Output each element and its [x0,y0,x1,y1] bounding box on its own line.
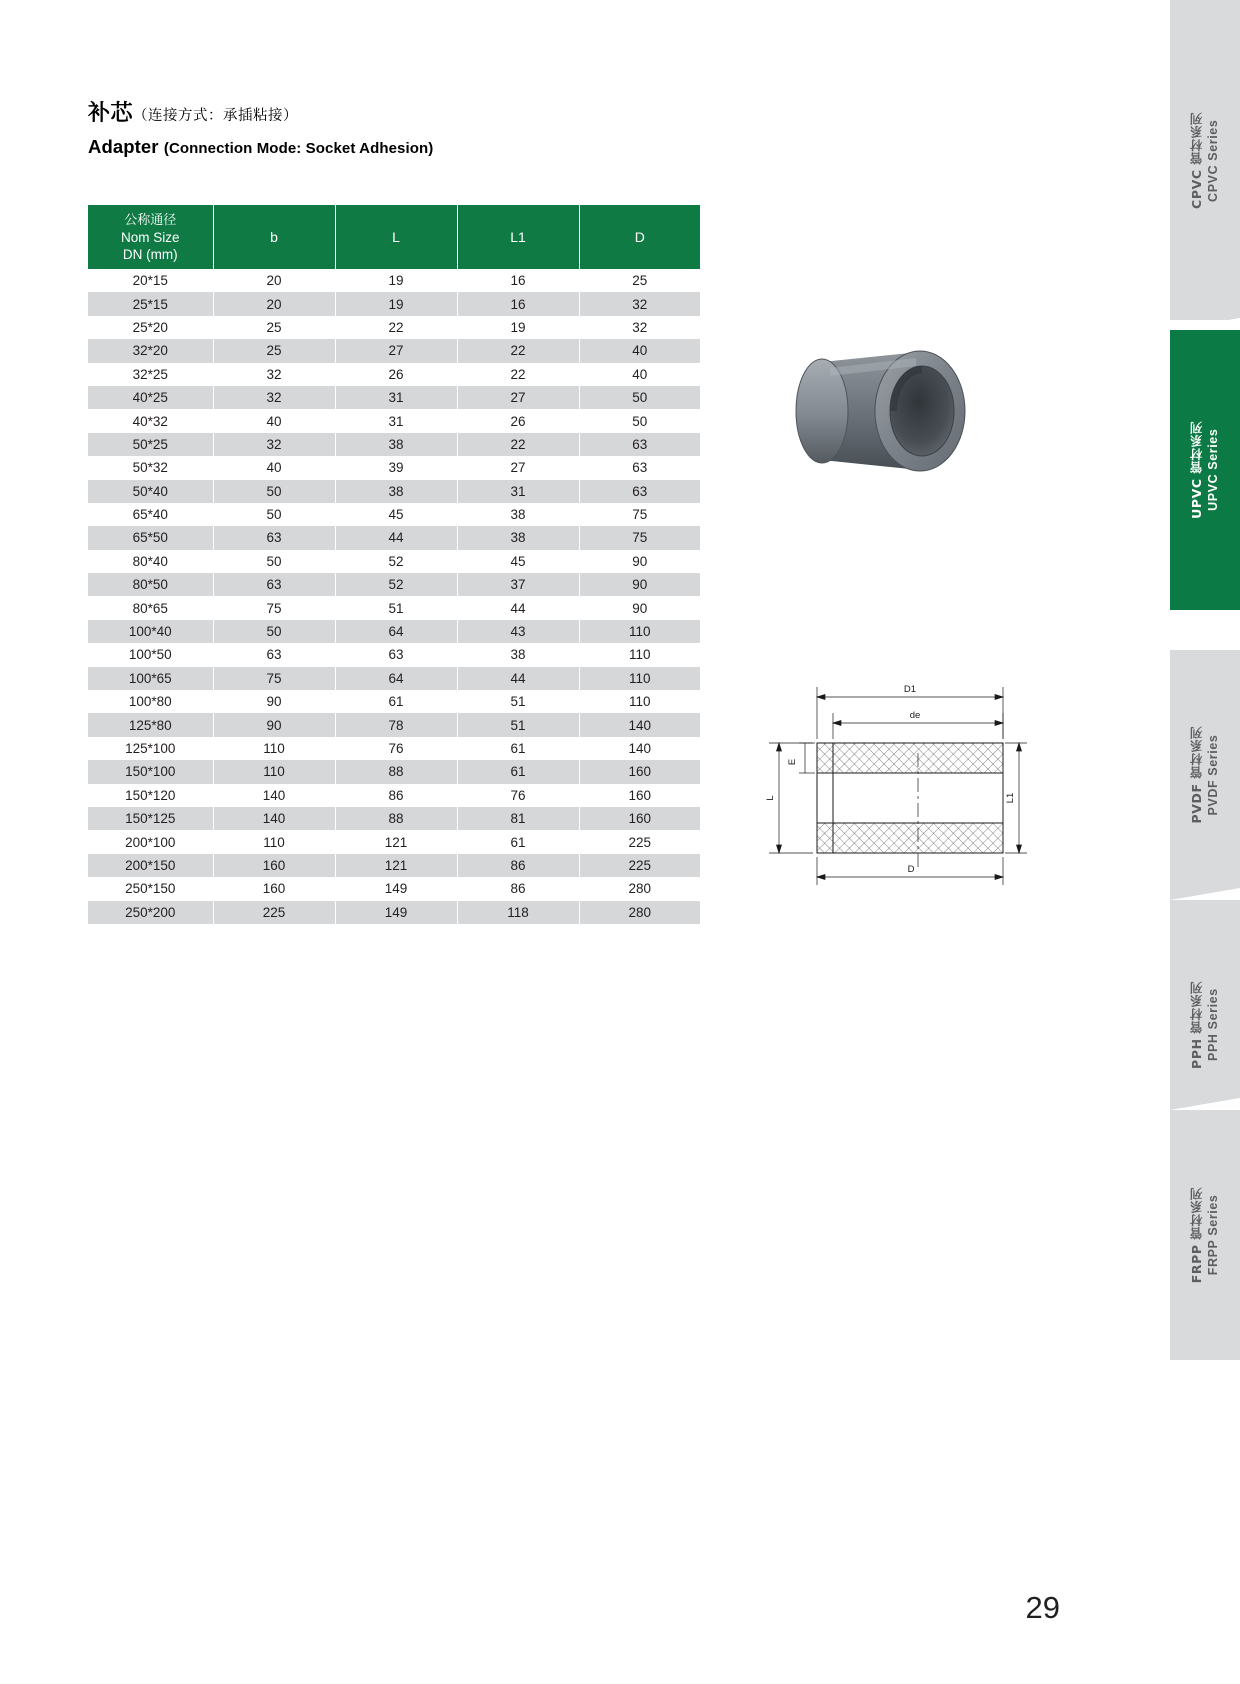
table-cell: 40 [213,456,335,479]
table-cell: 76 [457,784,579,807]
table-cell: 25 [213,316,335,339]
table-cell: 20 [213,269,335,292]
table-row [88,456,700,479]
table-cell: 75 [213,667,335,690]
table-cell: 78 [335,713,457,736]
table-cell: 121 [335,830,457,853]
column-header-l: L [335,205,457,269]
table-cell: 80*50 [88,573,213,596]
table-cell: 38 [335,480,457,503]
table-row [88,830,700,853]
table-cell: 86 [457,854,579,877]
table-cell: 51 [457,713,579,736]
title-chinese [88,96,433,127]
adapter-dimension-drawing [755,665,1035,900]
table-row [88,339,700,362]
table-cell: 25 [213,339,335,362]
table-cell: 140 [213,807,335,830]
table-cell: 50 [632,390,648,406]
table-cell: 32 [632,319,648,335]
table-cell: 280 [628,904,652,920]
table-cell: 40 [632,343,648,359]
table-row [88,713,700,736]
table-row [88,550,700,573]
table-cell: 81 [457,807,579,830]
table-cell: 140 [628,741,652,756]
table-cell: 27 [457,456,579,479]
table-cell: 25*15 [88,292,213,315]
table-cell: 51 [457,690,579,713]
table-cell: 65*40 [88,503,213,526]
table-cell: 22 [335,316,457,339]
table-cell: 121 [335,854,457,877]
table-row [88,877,700,900]
table-row [88,760,700,783]
table-row [88,620,700,643]
table-cell: 63 [632,460,648,476]
table-cell: 160 [213,854,335,877]
table-cell: 160 [628,787,652,803]
table-row [88,784,700,807]
table-cell: 80*40 [88,550,213,573]
table-cell: 64 [335,667,457,690]
side-tab-label-en: PPH Series [1206,988,1220,1062]
table-cell: 27 [457,386,579,409]
table-cell: 140 [628,717,652,733]
table-row [88,480,700,503]
table-header-row [88,205,700,269]
table-row [88,573,700,596]
table-cell: 16 [457,269,579,292]
table-cell: 110 [213,760,335,783]
table-cell: 110 [628,647,651,663]
table-cell: 86 [335,784,457,807]
table-cell: 22 [457,363,579,386]
title-english-sub: (Connection Mode: Socket Adhesion) [163,140,434,157]
table-cell: 19 [457,316,579,339]
drawing-label-de: de [909,710,921,721]
table-cell: 61 [457,830,579,853]
title-chinese-sub: （连接方式：承插粘接） [133,108,299,124]
table-cell: 100*65 [88,667,213,690]
table-cell: 43 [457,620,579,643]
table-cell: 38 [335,433,457,456]
drawing-label-l: L [765,795,776,801]
title-english-main: Adapter [88,136,159,157]
table-cell: 90 [213,690,335,713]
side-tab-label-cn: CPVC 管材系列 [1189,111,1204,209]
column-header-l1: L1 [457,205,579,269]
table-cell: 20*15 [88,269,213,292]
table-cell: 26 [335,363,457,386]
table-row [88,854,700,877]
table-cell: 110 [628,624,651,640]
table-cell: 110 [628,670,651,686]
table-cell: 90 [632,600,648,616]
table-cell: 125*100 [88,737,213,760]
table-cell: 90 [632,577,648,593]
table-cell: 64 [335,620,457,643]
table-cell: 200*150 [88,854,213,877]
table-cell: 140 [213,784,335,807]
table-cell: 44 [457,667,579,690]
table-row [88,596,700,619]
table-cell: 160 [628,764,652,780]
technical-drawing [755,665,1035,900]
table-cell: 90 [213,713,335,736]
table-cell: 88 [335,807,457,830]
table-cell: 40*32 [88,409,213,432]
table-cell: 19 [335,292,457,315]
table-cell: 75 [632,507,648,523]
table-cell: 200*100 [88,830,213,853]
table-row [88,526,700,549]
table-cell: 75 [632,530,648,546]
table-cell: 61 [457,737,579,760]
side-tab-label-en: PVDF Series [1206,734,1220,816]
table-row [88,737,700,760]
table-cell: 80*65 [88,596,213,619]
table-cell: 22 [457,339,579,362]
table-cell: 40 [213,409,335,432]
table-cell: 40 [632,366,648,382]
side-tab-upvc-series[interactable] [1170,330,1240,610]
side-tab-frpp-series[interactable] [1170,1110,1240,1360]
table-cell: 31 [457,480,579,503]
table-cell: 61 [457,760,579,783]
table-cell: 52 [335,573,457,596]
table-cell: 100*80 [88,690,213,713]
table-cell: 225 [628,834,652,850]
table-cell: 39 [335,456,457,479]
table-cell: 63 [335,643,457,666]
column-header-nom-size-cn: 公称通径 [124,212,177,228]
drawing-label-l1: L1 [1005,792,1016,804]
table-cell: 118 [457,901,579,924]
table-cell: 45 [457,550,579,573]
table-cell: 280 [628,881,652,897]
table-cell: 16 [457,292,579,315]
table-cell: 150*100 [88,760,213,783]
table-cell: 32 [213,363,335,386]
table-cell: 31 [335,386,457,409]
table-cell: 225 [628,857,652,873]
table-cell: 63 [213,526,335,549]
table-cell: 32*20 [88,339,213,362]
table-cell: 32 [632,296,648,312]
table-cell: 19 [335,269,457,292]
side-tab-pvdf-series[interactable] [1170,650,1240,900]
table-cell: 50*25 [88,433,213,456]
side-tab-rail [1155,0,1240,1684]
table-cell: 20 [213,292,335,315]
table-cell: 32 [213,386,335,409]
side-tab-label-en: FRPP Series [1206,1194,1220,1276]
table-cell: 61 [335,690,457,713]
title-english [88,136,433,158]
table-cell: 32*25 [88,363,213,386]
title-chinese-main: 补芯 [88,101,134,126]
table-cell: 100*40 [88,620,213,643]
side-tab-label-en: CPVC Series [1206,118,1220,202]
table-cell: 100*50 [88,643,213,666]
drawing-label-e: E [787,758,798,766]
table-cell: 44 [335,526,457,549]
table-cell: 52 [335,550,457,573]
table-row [88,269,700,292]
table-cell: 38 [457,503,579,526]
table-cell: 50 [632,413,648,429]
table-row [88,643,700,666]
table-cell: 75 [213,596,335,619]
table-cell: 63 [213,573,335,596]
table-cell: 50*40 [88,480,213,503]
table-cell: 250*150 [88,877,213,900]
table-cell: 225 [213,901,335,924]
table-cell: 76 [335,737,457,760]
table-row [88,292,700,315]
table-row [88,409,700,432]
table-row [88,690,700,713]
table-cell: 149 [335,877,457,900]
table-cell: 50*32 [88,456,213,479]
table-cell: 25*20 [88,316,213,339]
table-row [88,807,700,830]
table-row [88,667,700,690]
adapter-photo-illustration [770,310,1020,510]
table-cell: 31 [335,409,457,432]
table-cell: 26 [457,409,579,432]
table-row [88,433,700,456]
table-cell: 160 [628,811,652,827]
table-cell: 50 [213,620,335,643]
table-cell: 110 [628,694,651,710]
table-cell: 50 [213,480,335,503]
table-cell: 150*125 [88,807,213,830]
table-row [88,503,700,526]
table-cell: 110 [213,830,335,853]
table-row [88,316,700,339]
table-cell: 22 [457,433,579,456]
side-tab-label-cn: PVDF 管材系列 [1189,726,1204,824]
column-header-nom-size-en: Nom Size [120,229,180,245]
column-header-b: b [213,205,335,269]
drawing-label-d: D [907,864,915,875]
table-cell: 25 [632,273,648,289]
column-header-nom-size [88,205,213,269]
table-cell: 125*80 [88,713,213,736]
table-cell: 65*50 [88,526,213,549]
table-cell: 88 [335,760,457,783]
side-tab-label-cn: FRPP 管材系列 [1189,1186,1204,1284]
table-cell: 150*120 [88,784,213,807]
table-cell: 45 [335,503,457,526]
table-cell: 50 [213,503,335,526]
table-cell: 37 [457,573,579,596]
page-title [88,96,433,158]
table-cell: 110 [213,737,335,760]
table-row [88,386,700,409]
page-number: 29 [1025,1590,1060,1625]
table-cell: 90 [632,553,648,569]
side-tab-label-en: UPVC Series [1206,428,1220,512]
side-tab-cpvc-series[interactable] [1170,0,1240,320]
table-cell: 50 [213,550,335,573]
table-cell: 38 [457,526,579,549]
table-cell: 250*200 [88,901,213,924]
table-row [88,363,700,386]
table-cell: 63 [632,483,648,499]
specification-table [88,205,700,924]
table-row [88,901,700,924]
table-cell: 63 [632,436,648,452]
side-tab-label-cn: UPVC 管材系列 [1189,421,1204,519]
drawing-label-d1: D1 [903,684,917,695]
table-cell: 51 [335,596,457,619]
column-header-d: D [579,205,700,269]
table-cell: 40*25 [88,386,213,409]
table-cell: 32 [213,433,335,456]
table-cell: 160 [213,877,335,900]
column-header-nom-size-unit: DN (mm) [122,246,178,262]
table-cell: 149 [335,901,457,924]
table-cell: 63 [213,643,335,666]
product-photo [770,310,1020,510]
table-cell: 38 [457,643,579,666]
table-cell: 44 [457,596,579,619]
table-cell: 86 [457,877,579,900]
table-cell: 27 [335,339,457,362]
side-tab-label-cn: PPH 管材系列 [1189,981,1204,1069]
